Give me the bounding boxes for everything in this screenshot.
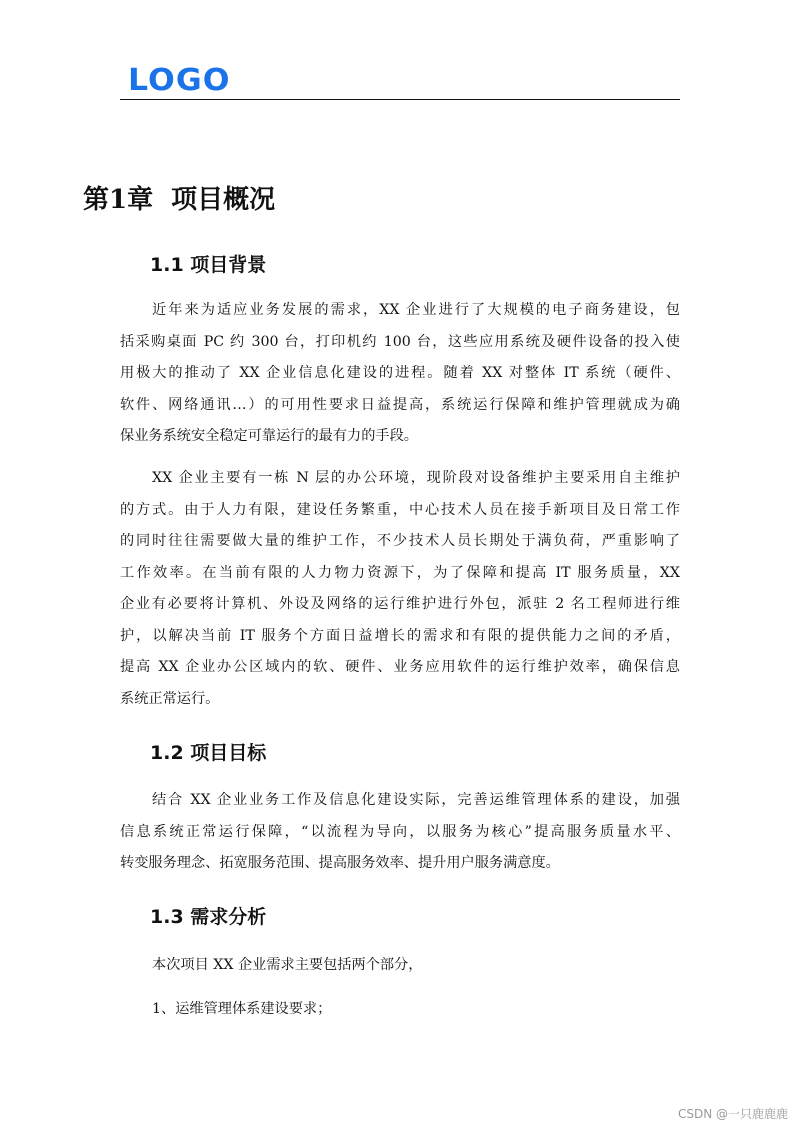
paragraph-line: XX 企业主要有一栋 N 层的办公环境，现阶段对设备维护主要采用自主维护: [152, 470, 680, 486]
page-header: [120, 63, 680, 100]
paragraph-line: 转变服务理念、拓宽服务范围、提高服务效率、提升用户服务满意度。: [120, 855, 560, 871]
paragraph-line: 用极大的推动了 XX 企业信息化建设的进程。随着 XX 对整体 IT 系统（硬件、: [120, 365, 680, 381]
requirement-item-1: 1、运维管理体系建设要求；: [152, 1001, 332, 1017]
paragraph-line: 护，以解决当前 IT 服务个方面日益增长的需求和有限的提供能力之间的矛盾，: [120, 627, 680, 644]
paragraph-line: 系统正常运行。: [120, 690, 220, 707]
paragraph-line: 保业务系统安全稳定可靠运行的最有力的手段。: [120, 428, 418, 444]
section-heading-1-3: 1.3 需求分析: [150, 906, 267, 928]
paragraph-line: 信息系统正常运行保障，“以流程为导向，以服务为核心”提高服务质量水平、: [120, 823, 680, 840]
paragraph-line: 的同时往往需要做大量的维护工作，不少技术人员长期处于满负荷，严重影响了: [120, 533, 680, 549]
paragraph-line: 工作效率。在当前有限的人力物力资源下，为了保障和提高 IT 服务质量，XX: [120, 564, 680, 581]
requirements-intro: 本次项目 XX 企业需求主要包括两个部分，: [152, 957, 423, 973]
paragraph-line: 企业有必要将计算机、外设及网络的运行维护进行外包，派驻 2 名工程师进行维: [120, 596, 680, 612]
paragraph-line: 的方式。由于人力有限，建设任务繁重，中心技术人员在接手新项目及日常工作: [120, 501, 680, 518]
section-heading-1-1: 1.1 项目背景: [150, 254, 267, 276]
csdn-watermark: CSDN @一只鹿鹿鹿: [677, 1107, 788, 1121]
logo: LOGO: [128, 63, 231, 98]
header-rule: [120, 99, 680, 100]
chapter-name: 项目概况: [171, 185, 276, 215]
chapter-number: 第1章: [83, 185, 154, 215]
paragraph-line: 软件、网络通讯…）的可用性要求日益提高，系统运行保障和维护管理就成为确: [120, 396, 680, 413]
paragraph-goals: [120, 785, 680, 880]
section-heading-1-2: 1.2 项目目标: [150, 742, 267, 764]
paragraph-line: 提高 XX 企业办公区域内的软、硬件、业务应用软件的运行维护效率，确保信息: [120, 659, 680, 675]
paragraph-background-1: [120, 295, 680, 453]
paragraph-line: 结合 XX 企业业务工作及信息化建设实际，完善运维管理体系的建设，加强: [152, 792, 680, 808]
chapter-title: [83, 180, 275, 220]
paragraph-line: 近年来为适应业务发展的需求，XX 企业进行了大规模的电子商务建设，包: [152, 302, 680, 318]
paragraph-line: 括采购桌面 PC 约 300 台，打印机约 100 台，这些应用系统及硬件设备的投入使: [120, 333, 680, 350]
paragraph-background-2: [120, 463, 680, 715]
